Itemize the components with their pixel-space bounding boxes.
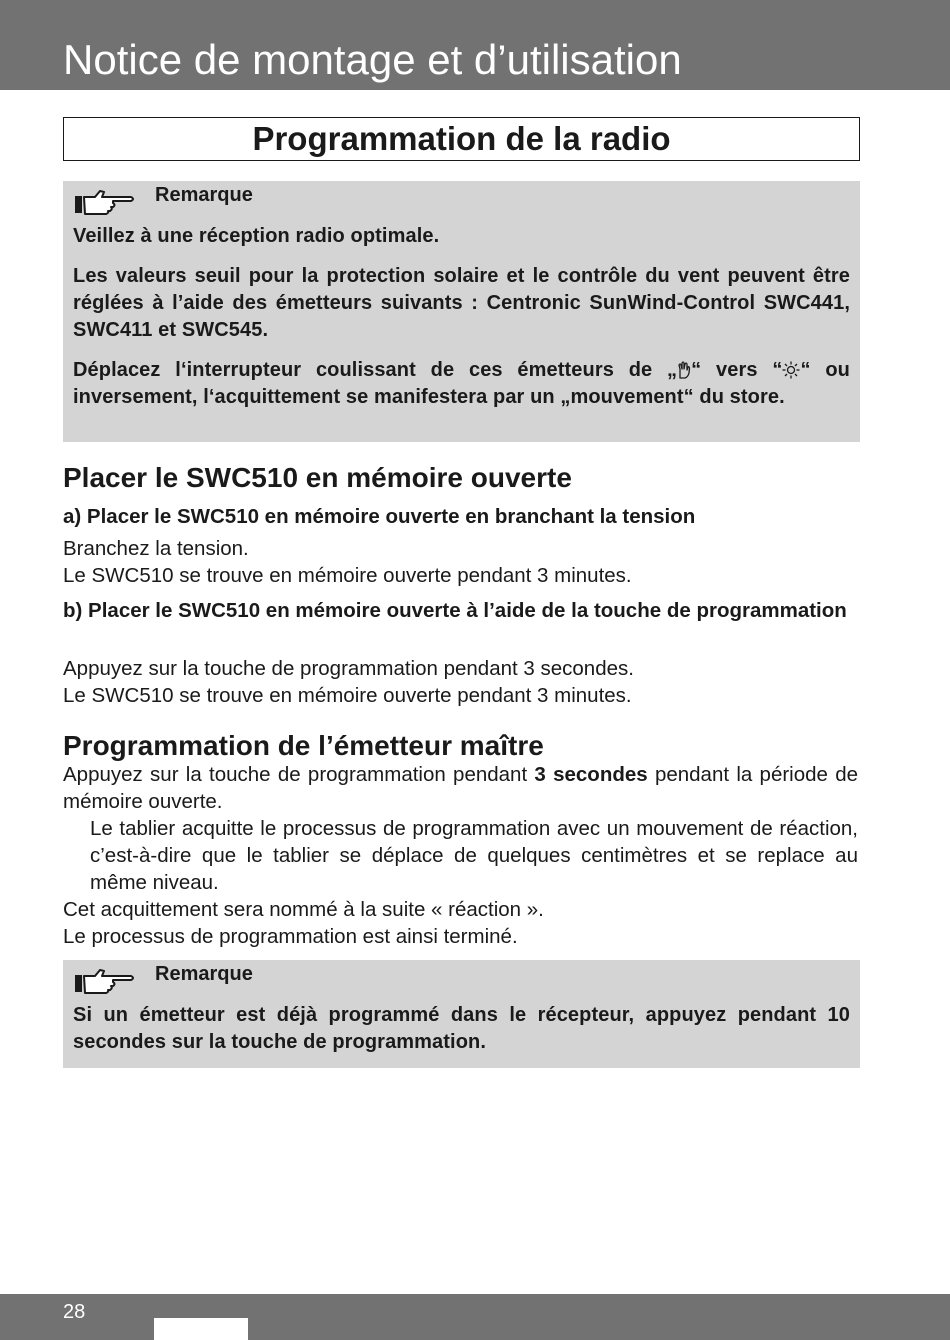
memory-b-text <box>63 655 858 709</box>
sun-icon <box>782 361 800 379</box>
master-heading: Programmation de l’émetteur maître <box>63 730 544 761</box>
memory-heading: Placer le SWC510 en mémoire ouverte <box>63 462 572 493</box>
footer-tab <box>154 1318 248 1340</box>
note-text: Les valeurs seuil pour la protection solaire et le contrôle du vent peuvent être réglées à l’aide des émetteurs suivants : Centronic SunWind-Control SWC441, SWC411 et SWC545. <box>73 265 850 341</box>
indented-text: Le tablier acquitte le processus de programmation avec un mouvement de réaction, c’est-à-dire que le tablier se déplace de quelques centimètres et se replace au même niveau. <box>90 817 858 894</box>
text-line: Cet acquittement sera nommé à la suite « réaction ». <box>63 898 544 921</box>
memory-a-text <box>63 535 858 589</box>
text-line: Branchez la tension. <box>63 537 249 560</box>
note-header <box>73 960 850 1002</box>
note-text-part: Déplacez l‘interrupteur coulissant de ces émetteurs de „ <box>73 359 678 381</box>
note-label: Remarque <box>155 184 253 206</box>
pointing-hand-icon <box>73 966 137 994</box>
memory-subheading-b: b) Placer le SWC510 en mémoire ouverte à l’aide de la touche de programmation <box>63 599 847 622</box>
note-text <box>73 357 850 411</box>
document-title: Notice de montage et d’utilisation <box>63 36 682 83</box>
page-number: 28 <box>63 1301 86 1323</box>
pointing-hand-icon <box>73 187 137 215</box>
note-header <box>73 181 850 223</box>
note-label: Remarque <box>155 963 253 985</box>
footer-bar <box>0 1294 950 1340</box>
note-box <box>63 181 860 442</box>
text-line: Appuyez sur la touche de programmation pendant 3 secondes. <box>63 657 634 680</box>
text-line: Le SWC510 se trouve en mémoire ouverte pendant 3 minutes. <box>63 684 632 707</box>
text-line: Le SWC510 se trouve en mémoire ouverte pendant 3 minutes. <box>63 564 632 587</box>
master-text <box>63 761 858 950</box>
note-text-part: “ ou inversement, l‘acquittement se manifestera par un „mouvement“ du store. <box>73 359 850 408</box>
memory-subheading-a: a) Placer le SWC510 en mémoire ouverte en branchant la tension <box>63 505 696 528</box>
note-text: Si un émetteur est déjà programmé dans le récepteur, appuyez pendant 10 secondes sur la touche de programmation. <box>73 1004 850 1053</box>
text-line <box>63 761 858 815</box>
emphasis: 3 secondes <box>534 763 648 786</box>
text-line: Le processus de programmation est ainsi terminé. <box>63 925 518 948</box>
note-text: Veillez à une réception radio optimale. <box>73 225 440 247</box>
hand-icon <box>677 361 691 379</box>
text-part: pendant la période de mémoire ouverte. <box>63 763 858 813</box>
section-title: Programmation de la radio <box>63 117 860 161</box>
note-box <box>63 960 860 1068</box>
note-text-part: “ vers “ <box>691 359 783 381</box>
text-part: Appuyez sur la touche de programmation pendant <box>63 763 535 786</box>
